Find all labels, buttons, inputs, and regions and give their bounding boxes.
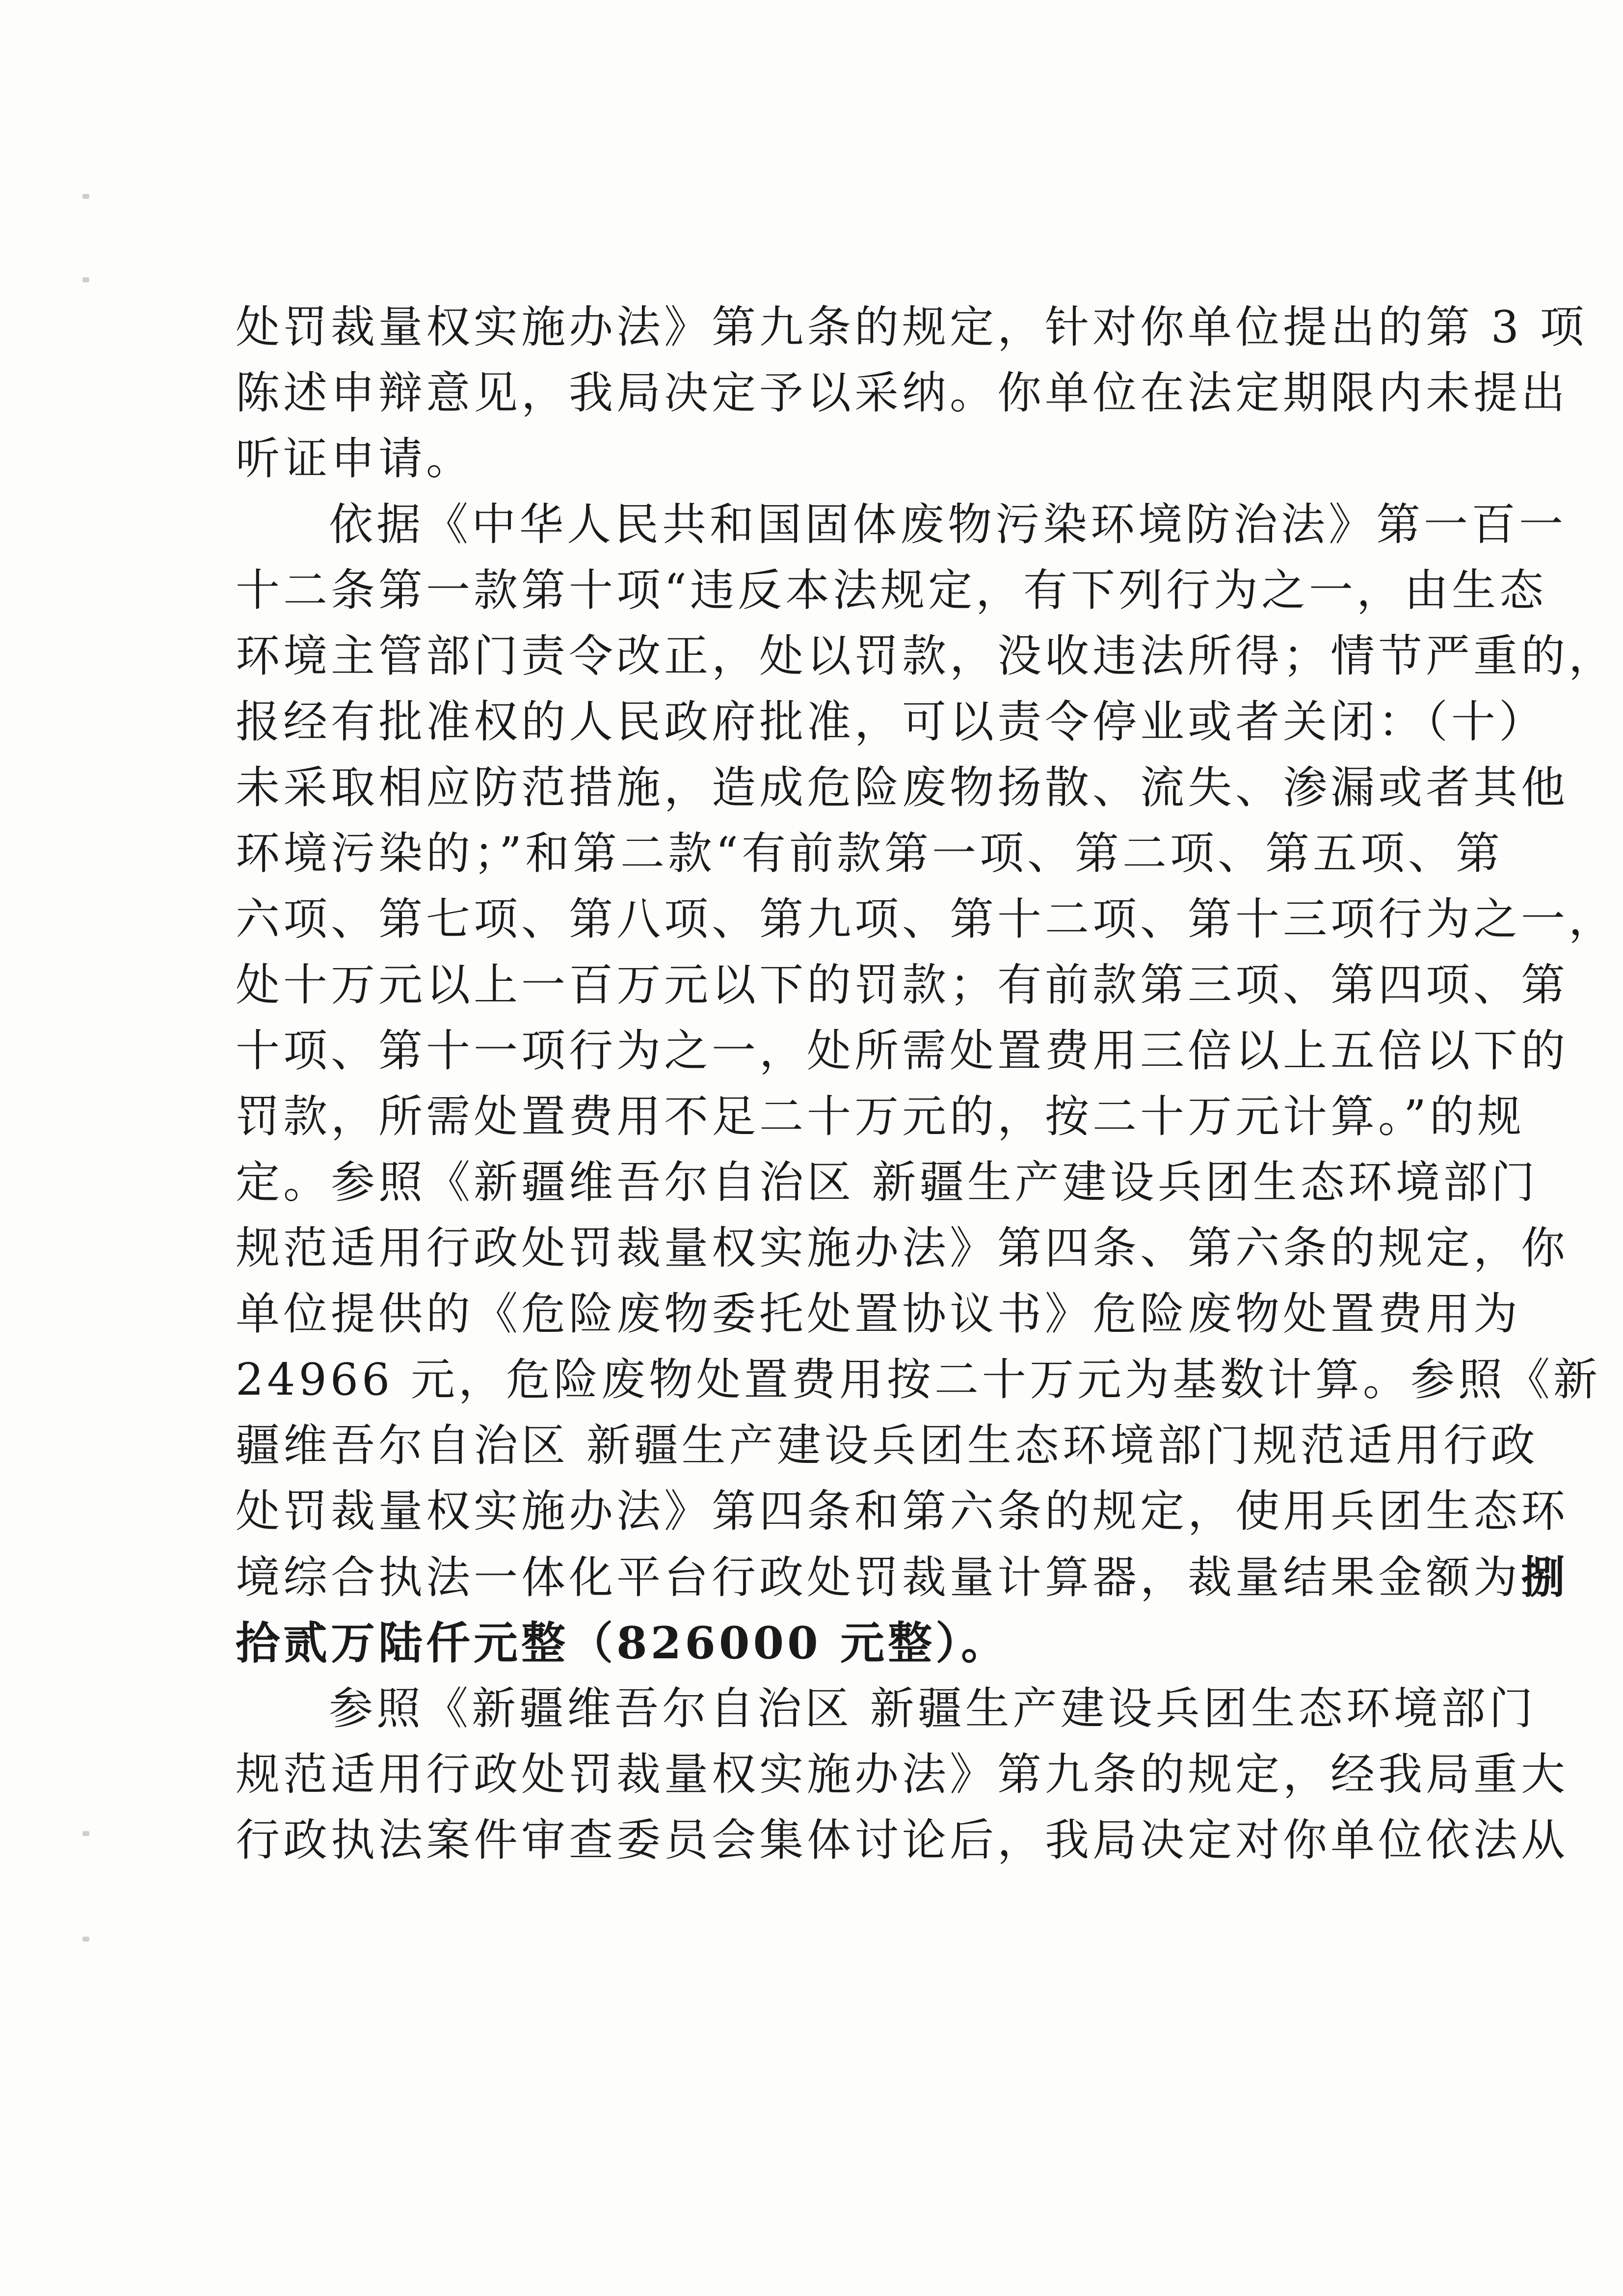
text-line: 环境污染的；”和第二款“有前款第一项、第二项、第五项、第	[236, 828, 1504, 879]
text-line: 报经有批准权的人民政府批准，可以责令停业或者关闭：（十）	[236, 696, 1546, 748]
text-line	[236, 492, 1567, 558]
text-line: 处罚裁量权实施办法》第九条的规定，针对你单位提出的第 3 项	[236, 301, 1588, 353]
text-line: 未采取相应防范措施，造成危险废物扬散、流失、渗漏或者其他	[236, 762, 1569, 813]
text-line: 十二条第一款第十项“违反本法规定，有下列行为之一，由生态	[236, 565, 1547, 616]
text-line: 24966 元，危险废物处置费用按二十万元为基数计算。参照《新	[236, 1354, 1601, 1405]
paragraph-start: 参照《新疆维吾尔自治区 新疆生产建设兵团生态环境部门	[329, 1683, 1537, 1734]
text-line: 十项、第十一项行为之一，处所需处置费用三倍以上五倍以下的	[236, 1025, 1569, 1077]
penalty-amount-line: 拾贰万陆仟元整（826000 元整）。	[236, 1617, 1009, 1669]
text-line	[236, 1544, 1569, 1610]
document-body	[236, 295, 1616, 1873]
penalty-amount-bold: 捌	[1521, 1551, 1569, 1603]
paragraph-start: 依据《中华人民共和国固体废物污染环境防治法》第一百一	[329, 499, 1567, 550]
text-line: 听证申请。	[236, 433, 474, 485]
scan-margin-mark	[82, 194, 89, 199]
scan-margin-mark	[82, 1937, 89, 1942]
text-line	[236, 1676, 1537, 1742]
text-line: 环境主管部门责令改正，处以罚款，没收违法所得；情节严重的，	[236, 630, 1616, 682]
text-line: 六项、第七项、第八项、第九项、第十二项、第十三项行为之一，	[236, 893, 1616, 945]
text-line: 疆维吾尔自治区 新疆生产建设兵团生态环境部门规范适用行政	[236, 1420, 1539, 1471]
text-line: 定。参照《新疆维吾尔自治区 新疆生产建设兵团生态环境部门	[236, 1157, 1539, 1208]
text-segment: 境综合执法一体化平台行政处罚裁量计算器，裁量结果金额为	[236, 1552, 1521, 1603]
text-line: 行政执法案件审查委员会集体讨论后，我局决定对你单位依法从	[236, 1814, 1569, 1866]
text-line: 罚款，所需处置费用不足二十万元的，按二十万元计算。”的规	[236, 1091, 1525, 1142]
scan-margin-mark	[82, 277, 89, 282]
text-line: 规范适用行政处罚裁量权实施办法》第四条、第六条的规定，你	[236, 1222, 1569, 1274]
text-line: 处罚裁量权实施办法》第四条和第六条的规定，使用兵团生态环	[236, 1486, 1569, 1537]
text-line: 单位提供的《危险废物委托处置协议书》危险废物处置费用为	[236, 1288, 1521, 1340]
text-line: 陈述申辩意见，我局决定予以采纳。你单位在法定期限内未提出	[236, 367, 1569, 419]
scan-margin-mark	[82, 1831, 89, 1836]
text-line: 规范适用行政处罚裁量权实施办法》第九条的规定，经我局重大	[236, 1749, 1569, 1800]
text-line: 处十万元以上一百万元以下的罚款；有前款第三项、第四项、第	[236, 959, 1569, 1011]
